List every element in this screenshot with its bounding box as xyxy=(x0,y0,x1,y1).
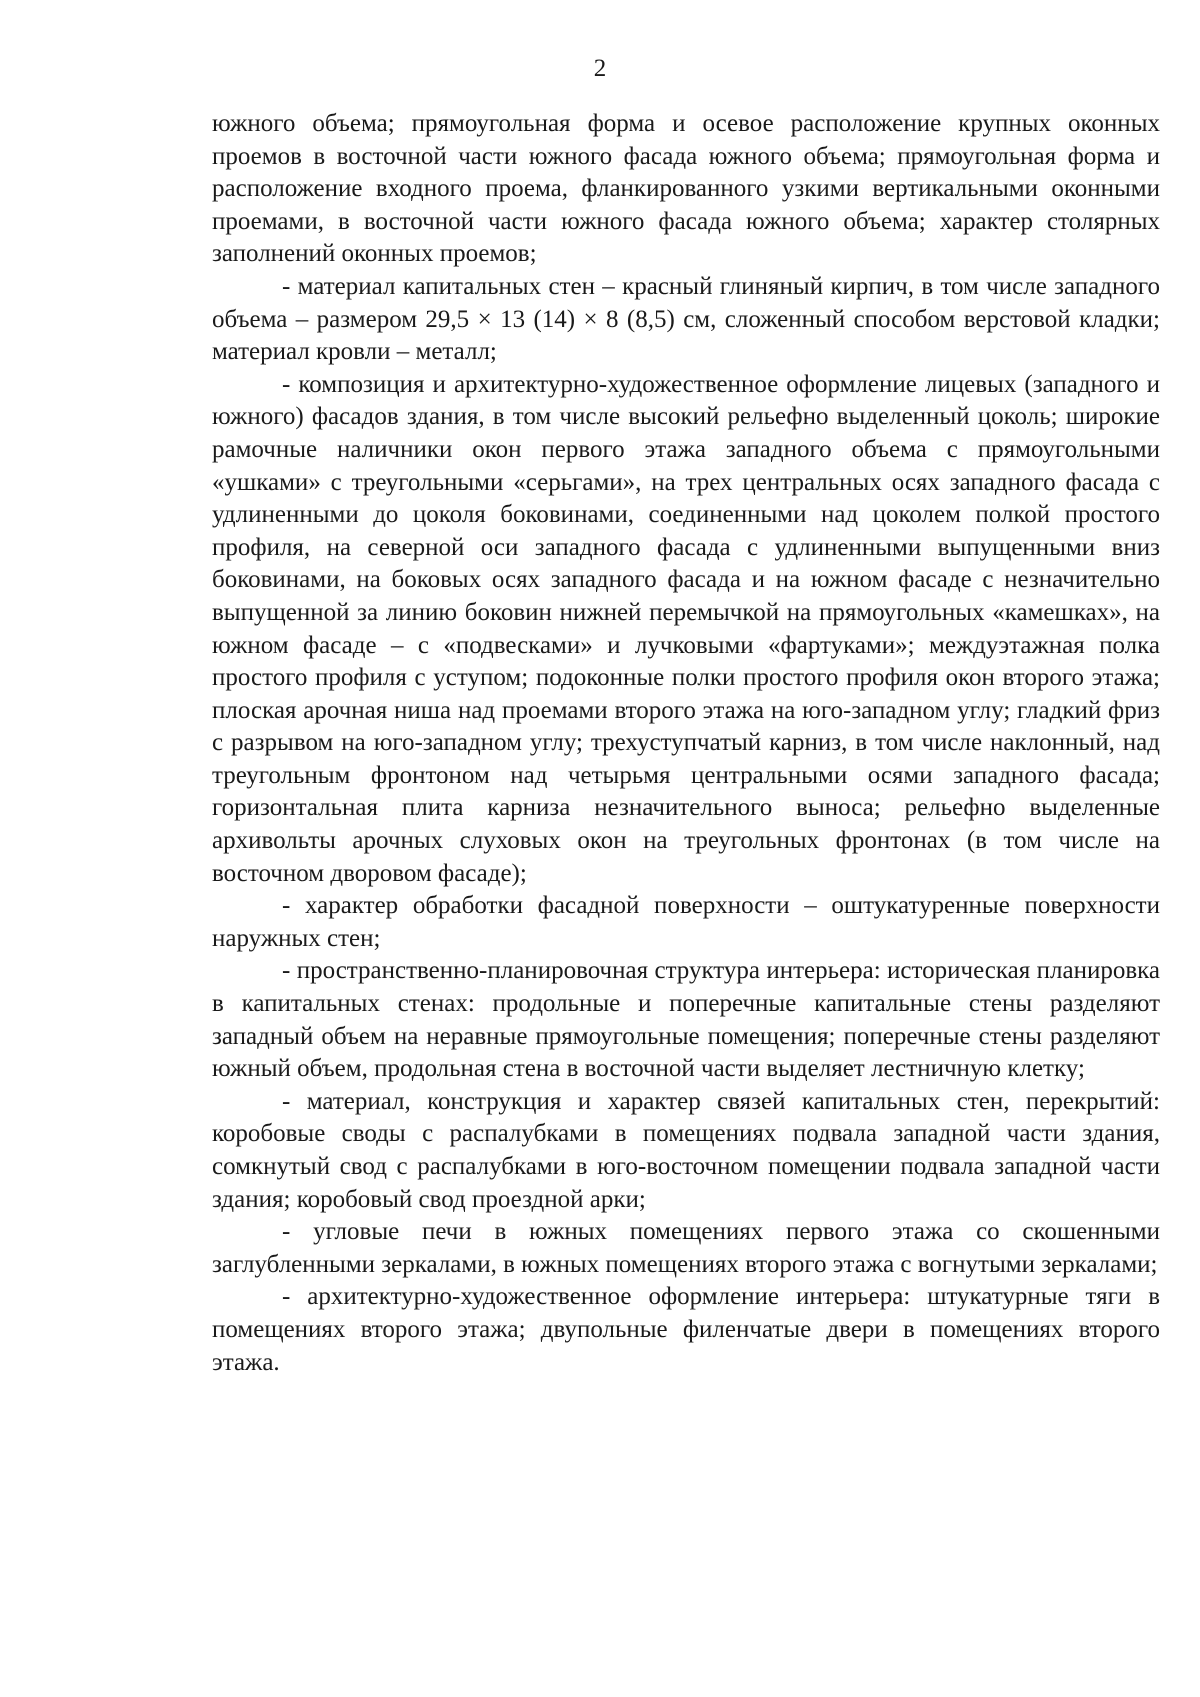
paragraph-facade-surface: - характер обработки фасадной поверхности – оштукатуренные поверхности наружных стен; xyxy=(212,892,1160,952)
paragraph-continuation: южного объема; прямоугольная форма и осевое расположение крупных оконных проемов в восточной части южного фасада южного объема; прямоугольная форма и расположение входного проема, фланкированного узкими вертикальными оконными проемами, в восточной части южного фасада южного объема; характер столярных заполнений оконных проемов; xyxy=(212,110,1160,268)
paragraph-interior-structure: - пространственно-планировочная структура интерьера: историческая планировка в капитальных стенах: продольные и поперечные капитальные стены разделяют западный объем на неравные прямоугольные помещения; поперечные стены разделяют южный объем, продольная стена в восточной части выделяет лестничную клетку; xyxy=(212,957,1160,1083)
paragraph-interior-decoration: - архитектурно-художественное оформление интерьера: штукатурные тяги в помещениях второго этажа; двупольные филенчатые двери в помещениях второго этажа. xyxy=(212,1283,1160,1376)
paragraph-stoves: - угловые печи в южных помещениях первого этажа со скошенными заглубленными зеркалами, в южных помещениях второго этажа с вогнутыми зеркалами; xyxy=(212,1218,1160,1278)
paragraph-construction: - материал, конструкция и характер связей капитальных стен, перекрытий: коробовые своды с распалубками в помещениях подвала западной части здания, сомкнутый свод с распалубками в юго-восточном помещении подвала западной части здания; коробовый свод проездной арки; xyxy=(212,1087,1160,1213)
page-number: 2 xyxy=(593,55,607,82)
document-body xyxy=(212,108,1160,1379)
paragraph-wall-material: - материал капитальных стен – красный глиняный кирпич, в том числе западного объема – размером 29,5 × 13 (14) × 8 (8,5) см, сложенный способом верстовой кладки; материал кровли – металл; xyxy=(212,272,1160,366)
paragraph-facade-composition: - композиция и архитектурно-художественное оформление лицевых (западного и южного) фасадов здания, в том числе высокий рельефно выделенный цоколь; широкие рамочные наличники окон первого этажа западного объема с прямоугольными «ушками» с треугольными «серьгами», на трех центральных осях западного фасада с удлиненными до цоколя боковинами, соединенными над цоколем полкой простого профиля, на северной оси западного фасада с удлиненными выпущенными вниз боковинами, на боковых осях западного фасада и на южном фасаде с незначительно выпущенной за линию боковин нижней перемычкой на прямоугольных «камешках», на южном фасаде – с «подвесками» и лучковыми «фартуками»; междуэтажная полка простого профиля с уступом; подоконные полки простого профиля окон второго этажа; плоская арочная ниша над проемами второго этажа на юго-западном углу; гладкий фриз с разрывом на юго-западном углу; трехуступчатый карниз, в том числе наклонный, над треугольным фронтоном над четырьмя центральными осями западного фасада; горизонтальная плита карниза незначительного выноса; рельефно выделенные архивольты арочных слуховых окон на треугольных фронтонах (в том числе на восточном дворовом фасаде); xyxy=(212,370,1160,887)
